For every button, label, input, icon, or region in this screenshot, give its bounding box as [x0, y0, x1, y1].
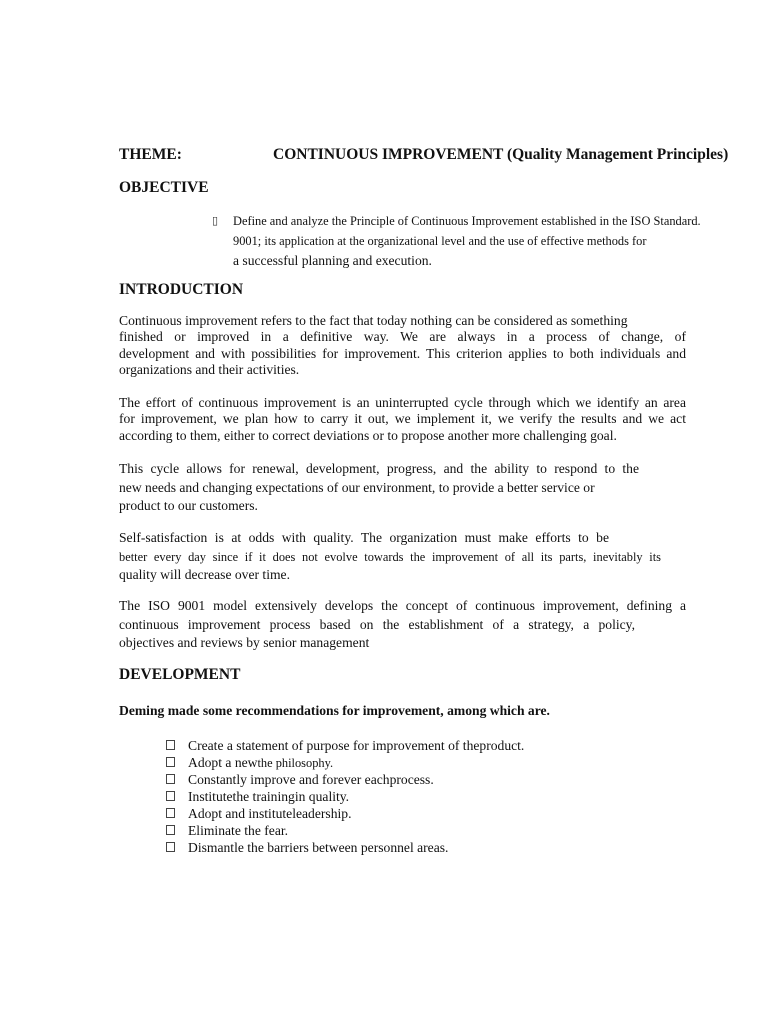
- list-item-text: Create a statement of purpose for improvement of theproduct.: [188, 738, 525, 753]
- paragraph-line: quality will decrease over time.: [119, 567, 290, 582]
- intro-paragraph-4: [119, 529, 661, 585]
- paragraph-line: continuous improvement process based on the establishment of a strategy, a policy,: [119, 616, 635, 632]
- checkbox-bullet-icon: [166, 825, 175, 835]
- intro-paragraph-3: [119, 460, 639, 516]
- paragraph-line: development and with possibilities for improvement. This criterion applies to both individuals and: [119, 345, 686, 361]
- list-item: [166, 805, 586, 822]
- recommendations-list: [166, 737, 586, 856]
- deming-lead-text: Deming made some recommendations for improvement, among which are.: [119, 703, 550, 718]
- paragraph-line: The effort of continuous improvement is an uninterrupted cycle through which we identify an area: [119, 395, 686, 410]
- objective-line: a successful planning and execution.: [233, 253, 432, 268]
- list-item: [166, 788, 586, 805]
- intro-paragraph-1: [119, 313, 686, 379]
- list-item-text: Adopt a newthe philosophy.: [188, 755, 334, 770]
- list-item: [166, 822, 586, 839]
- objective-line: Define and analyze the Principle of Continuous Improvement established in the ISO Standard.: [233, 214, 701, 228]
- list-item-text: Dismantle the barriers between personnel areas.: [188, 840, 449, 855]
- theme-row: [119, 146, 739, 166]
- paragraph-line: Continuous improvement refers to the fact that today nothing can be considered as something: [119, 313, 628, 328]
- objective-heading: OBJECTIVE: [119, 179, 209, 196]
- paragraph-line: for improvement, we plan how to carry it out, we implement it, we verify the results and we act: [119, 411, 686, 427]
- list-item-text: Institutethe trainingin quality.: [188, 789, 350, 804]
- intro-paragraph-5: [119, 597, 686, 653]
- list-item: [166, 771, 586, 788]
- objective-text: [233, 211, 708, 271]
- paragraph-line: better every day since if it does not evolve towards the improvement of all its parts, inevitably its: [119, 549, 661, 564]
- development-heading: DEVELOPMENT: [119, 666, 241, 683]
- list-item-text: Adopt and instituteleadership.: [188, 806, 352, 821]
- introduction-heading: INTRODUCTION: [119, 281, 244, 298]
- paragraph-line: The ISO 9001 model extensively develops the concept of continuous improvement, defining a: [119, 598, 686, 613]
- list-item: [166, 737, 586, 754]
- checkbox-bullet-icon: [166, 808, 175, 818]
- list-item: [166, 839, 586, 856]
- paragraph-line: Self-satisfaction is at odds with quality. The organization must make efforts to be: [119, 530, 609, 545]
- paragraph-line: objectives and reviews by senior management: [119, 635, 370, 650]
- paragraph-line: organizations and their activities.: [119, 362, 300, 378]
- intro-paragraph-2: [119, 395, 686, 444]
- checkbox-bullet-icon: [166, 774, 175, 784]
- paragraph-line: product to our customers.: [119, 498, 258, 513]
- document-title: CONTINUOUS IMPROVEMENT (Quality Management Principles): [273, 146, 729, 163]
- bullet-box-icon: ▯: [212, 215, 219, 227]
- checkbox-bullet-icon: [166, 757, 175, 767]
- paragraph-line: new needs and changing expectations of our environment, to provide a better service or: [119, 479, 595, 495]
- list-item-text: Eliminate the fear.: [188, 823, 289, 838]
- paragraph-line: finished or improved in a definitive way. We are always in a process of change, of: [119, 329, 686, 345]
- checkbox-bullet-icon: [166, 842, 175, 852]
- paragraph-line: according to them, either to correct deviations or to propose another more challenging goal.: [119, 427, 617, 443]
- paragraph-line: This cycle allows for renewal, development, progress, and the ability to respond to the: [119, 461, 639, 476]
- objective-line: 9001; its application at the organizational level and the use of effective methods for: [233, 234, 647, 248]
- checkbox-bullet-icon: [166, 791, 175, 801]
- list-item-text: Constantly improve and forever eachprocess.: [188, 772, 434, 787]
- list-item: [166, 754, 586, 771]
- theme-label: THEME:: [119, 146, 182, 163]
- checkbox-bullet-icon: [166, 740, 175, 750]
